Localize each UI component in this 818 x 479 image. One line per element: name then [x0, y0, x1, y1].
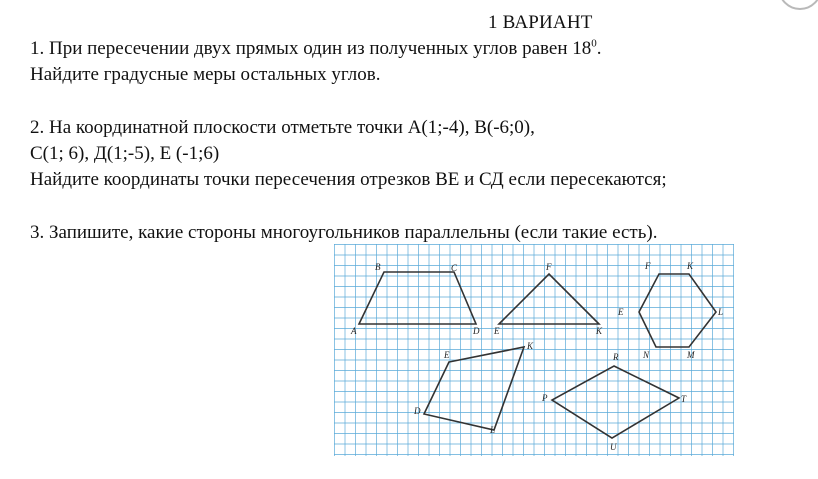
label-hexagon-l: L — [718, 307, 724, 317]
label-rhombus-r: R — [613, 352, 619, 362]
task3-line1: 3. Запишите, какие стороны многоугольников параллельны (если такие есть). — [30, 222, 658, 243]
label-quad-l: L — [490, 425, 496, 435]
degree-superscript: 0 — [591, 37, 597, 50]
square-grid — [334, 244, 734, 456]
label-triangle-e: E — [494, 326, 500, 336]
triangle-efk — [499, 274, 599, 324]
label-quad-k: K — [527, 341, 534, 351]
task1-period: . — [596, 38, 602, 59]
task1-line2: Найдите градусные меры остальных углов. — [30, 64, 381, 85]
corner-decoration — [778, 0, 818, 10]
label-rhombus-p: P — [542, 393, 548, 403]
label-trapezoid-d: D — [473, 326, 480, 336]
label-hexagon-m: M — [687, 350, 695, 360]
label-rhombus-t: T — [681, 394, 687, 404]
task2-line2: С(1; 6), Д(1;-5), Е (-1;6) — [30, 143, 220, 164]
label-quad-e: E — [444, 350, 450, 360]
task2-line3: Найдите координаты точки пересечения отрезков ВЕ и СД если пересекаются; — [30, 169, 667, 190]
label-hexagon-k: K — [687, 261, 694, 271]
task1-text: 1. При пересечении двух прямых один из полученных углов равен 18 — [30, 38, 592, 59]
label-hexagon-e: E — [618, 307, 624, 317]
label-rhombus-u: U — [610, 442, 617, 452]
task1-line1 — [30, 38, 602, 60]
label-hexagon-n: N — [643, 350, 650, 360]
label-hexagon-f: F — [645, 261, 651, 271]
quadrilateral-ekld — [424, 347, 524, 430]
label-triangle-k: K — [596, 326, 603, 336]
geometry-figure — [334, 244, 734, 456]
label-trapezoid-c: C — [451, 263, 458, 273]
task2-line1: 2. На координатной плоскости отметьте точки А(1;-4), В(-6;0), — [30, 117, 535, 138]
hexagon — [639, 274, 716, 347]
label-triangle-f: F — [546, 262, 552, 272]
variant-title: 1 ВАРИАНТ — [488, 12, 593, 33]
label-quad-d: D — [414, 406, 421, 416]
label-trapezoid-b: B — [375, 262, 381, 272]
label-trapezoid-a: A — [351, 326, 357, 336]
